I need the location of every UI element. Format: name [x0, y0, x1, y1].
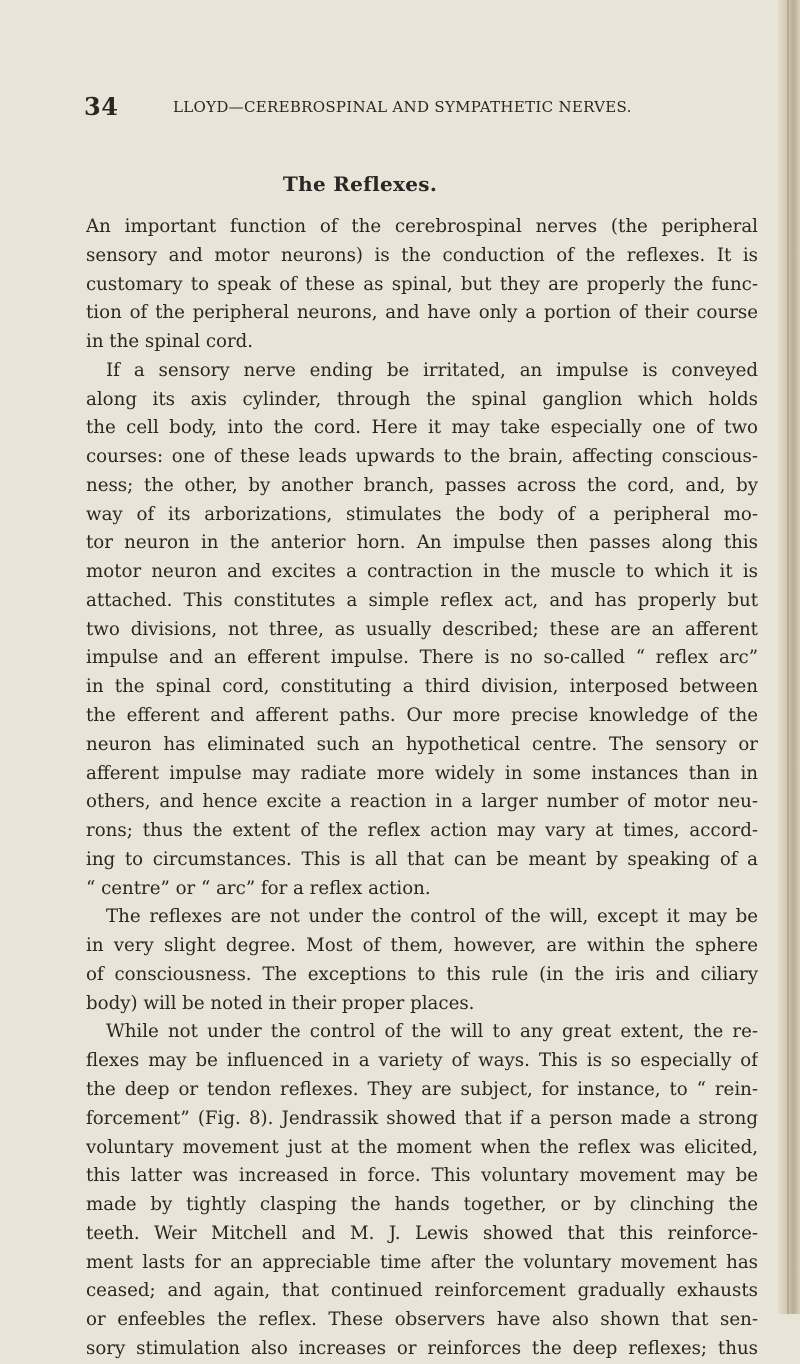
text-line: this latter was increased in force. This voluntary movement may be	[86, 1165, 758, 1187]
text-line: An important function of the cerebrospinal nerves (the peripheral	[86, 216, 758, 237]
text-line: The reflexes are not under the control of the will, except it may be	[106, 906, 758, 928]
text-line: in the spinal cord.	[86, 331, 254, 353]
text-line: rons; thus the extent of the reflex action may vary at times, accord-	[86, 820, 758, 842]
body-text	[86, 213, 758, 1364]
page-number: 34	[84, 92, 119, 121]
text-line: afferent impulse may radiate more widely in some instances than in	[86, 762, 758, 784]
text-line: or enfeebles the reflex. These observers have also shown that sen-	[86, 1309, 758, 1331]
text-line: made by tightly clasping the hands together, or by clinching the	[86, 1194, 758, 1216]
text-line: two divisions, not three, as usually described; these are an afferent	[86, 618, 758, 640]
text-line: the cell body, into the cord. Here it may take especially one of two	[86, 417, 758, 439]
text-line: ness; the other, by another branch, passes across the cord, and, by	[86, 474, 758, 496]
text-line: others, and hence excite a reaction in a larger number of motor neu-	[86, 791, 758, 813]
text-line: motor neuron and excites a contraction in the muscle to which it is	[86, 561, 758, 583]
text-line: tor neuron in the anterior horn. An impulse then passes along this	[86, 532, 758, 554]
text-line: the efferent and afferent paths. Our more precise knowledge of the	[86, 705, 758, 727]
text-line: While not under the control of the will to any great extent, the re-	[106, 1021, 758, 1043]
text-line: voluntary movement just at the moment when the reflex was elicited,	[86, 1136, 758, 1158]
text-line: the deep or tendon reflexes. They are subject, for instance, to “ rein-	[86, 1078, 758, 1100]
text-line: tion of the peripheral neurons, and have only a portion of their course	[86, 302, 758, 324]
text-line: ing to circumstances. This is all that can be meant by speaking of a	[86, 848, 758, 870]
text-line: teeth. Weir Mitchell and M. J. Lewis showed that this reinforce-	[86, 1222, 758, 1244]
text-line: forcement” (Fig. 8). Jendrassik showed that if a person made a strong	[86, 1107, 758, 1129]
text-line: way of its arborizations, stimulates the body of a peripheral mo-	[86, 503, 758, 525]
text-line: of consciousness. The exceptions to this rule (in the iris and ciliary	[86, 963, 758, 985]
text-line: If a sensory nerve ending be irritated, an impulse is conveyed	[106, 359, 758, 381]
text-line: courses: one of these leads upwards to the brain, affecting conscious-	[86, 446, 758, 468]
text-line: sensory and motor neurons) is the conduction of the reflexes. It is	[86, 244, 758, 266]
text-line: in the spinal cord, constituting a third division, interposed between	[86, 676, 758, 698]
text-line: sory stimulation also increases or reinforces the deep reflexes; thus	[86, 1337, 758, 1359]
text-line: along its axis cylinder, through the spinal ganglion which holds	[86, 388, 758, 410]
text-line: ceased; and again, that continued reinforcement gradually exhausts	[86, 1280, 758, 1302]
page-edge	[778, 0, 800, 1314]
text-line: “ centre” or “ arc” for a reflex action.	[86, 877, 431, 899]
text-line: neuron has eliminated such an hypothetical centre. The sensory or	[86, 733, 758, 755]
running-head: LLOYD—CEREBROSPINAL AND SYMPATHETIC NERVES.	[173, 98, 632, 116]
text-line: in very slight degree. Most of them, however, are within the sphere	[86, 935, 758, 957]
text-line: attached. This constitutes a simple reflex act, and has properly but	[86, 589, 758, 611]
text-line: customary to speak of these as spinal, but they are properly the func-	[86, 273, 758, 295]
text-line: impulse and an efferent impulse. There is no so-called “ reflex arc”	[86, 647, 758, 669]
text-line: ment lasts for an appreciable time after the voluntary movement has	[86, 1251, 758, 1273]
text-line: flexes may be influenced in a variety of ways. This is so especially of	[86, 1050, 758, 1072]
section-title: The Reflexes.	[282, 172, 438, 196]
text-line: body) will be noted in their proper places.	[86, 992, 475, 1014]
